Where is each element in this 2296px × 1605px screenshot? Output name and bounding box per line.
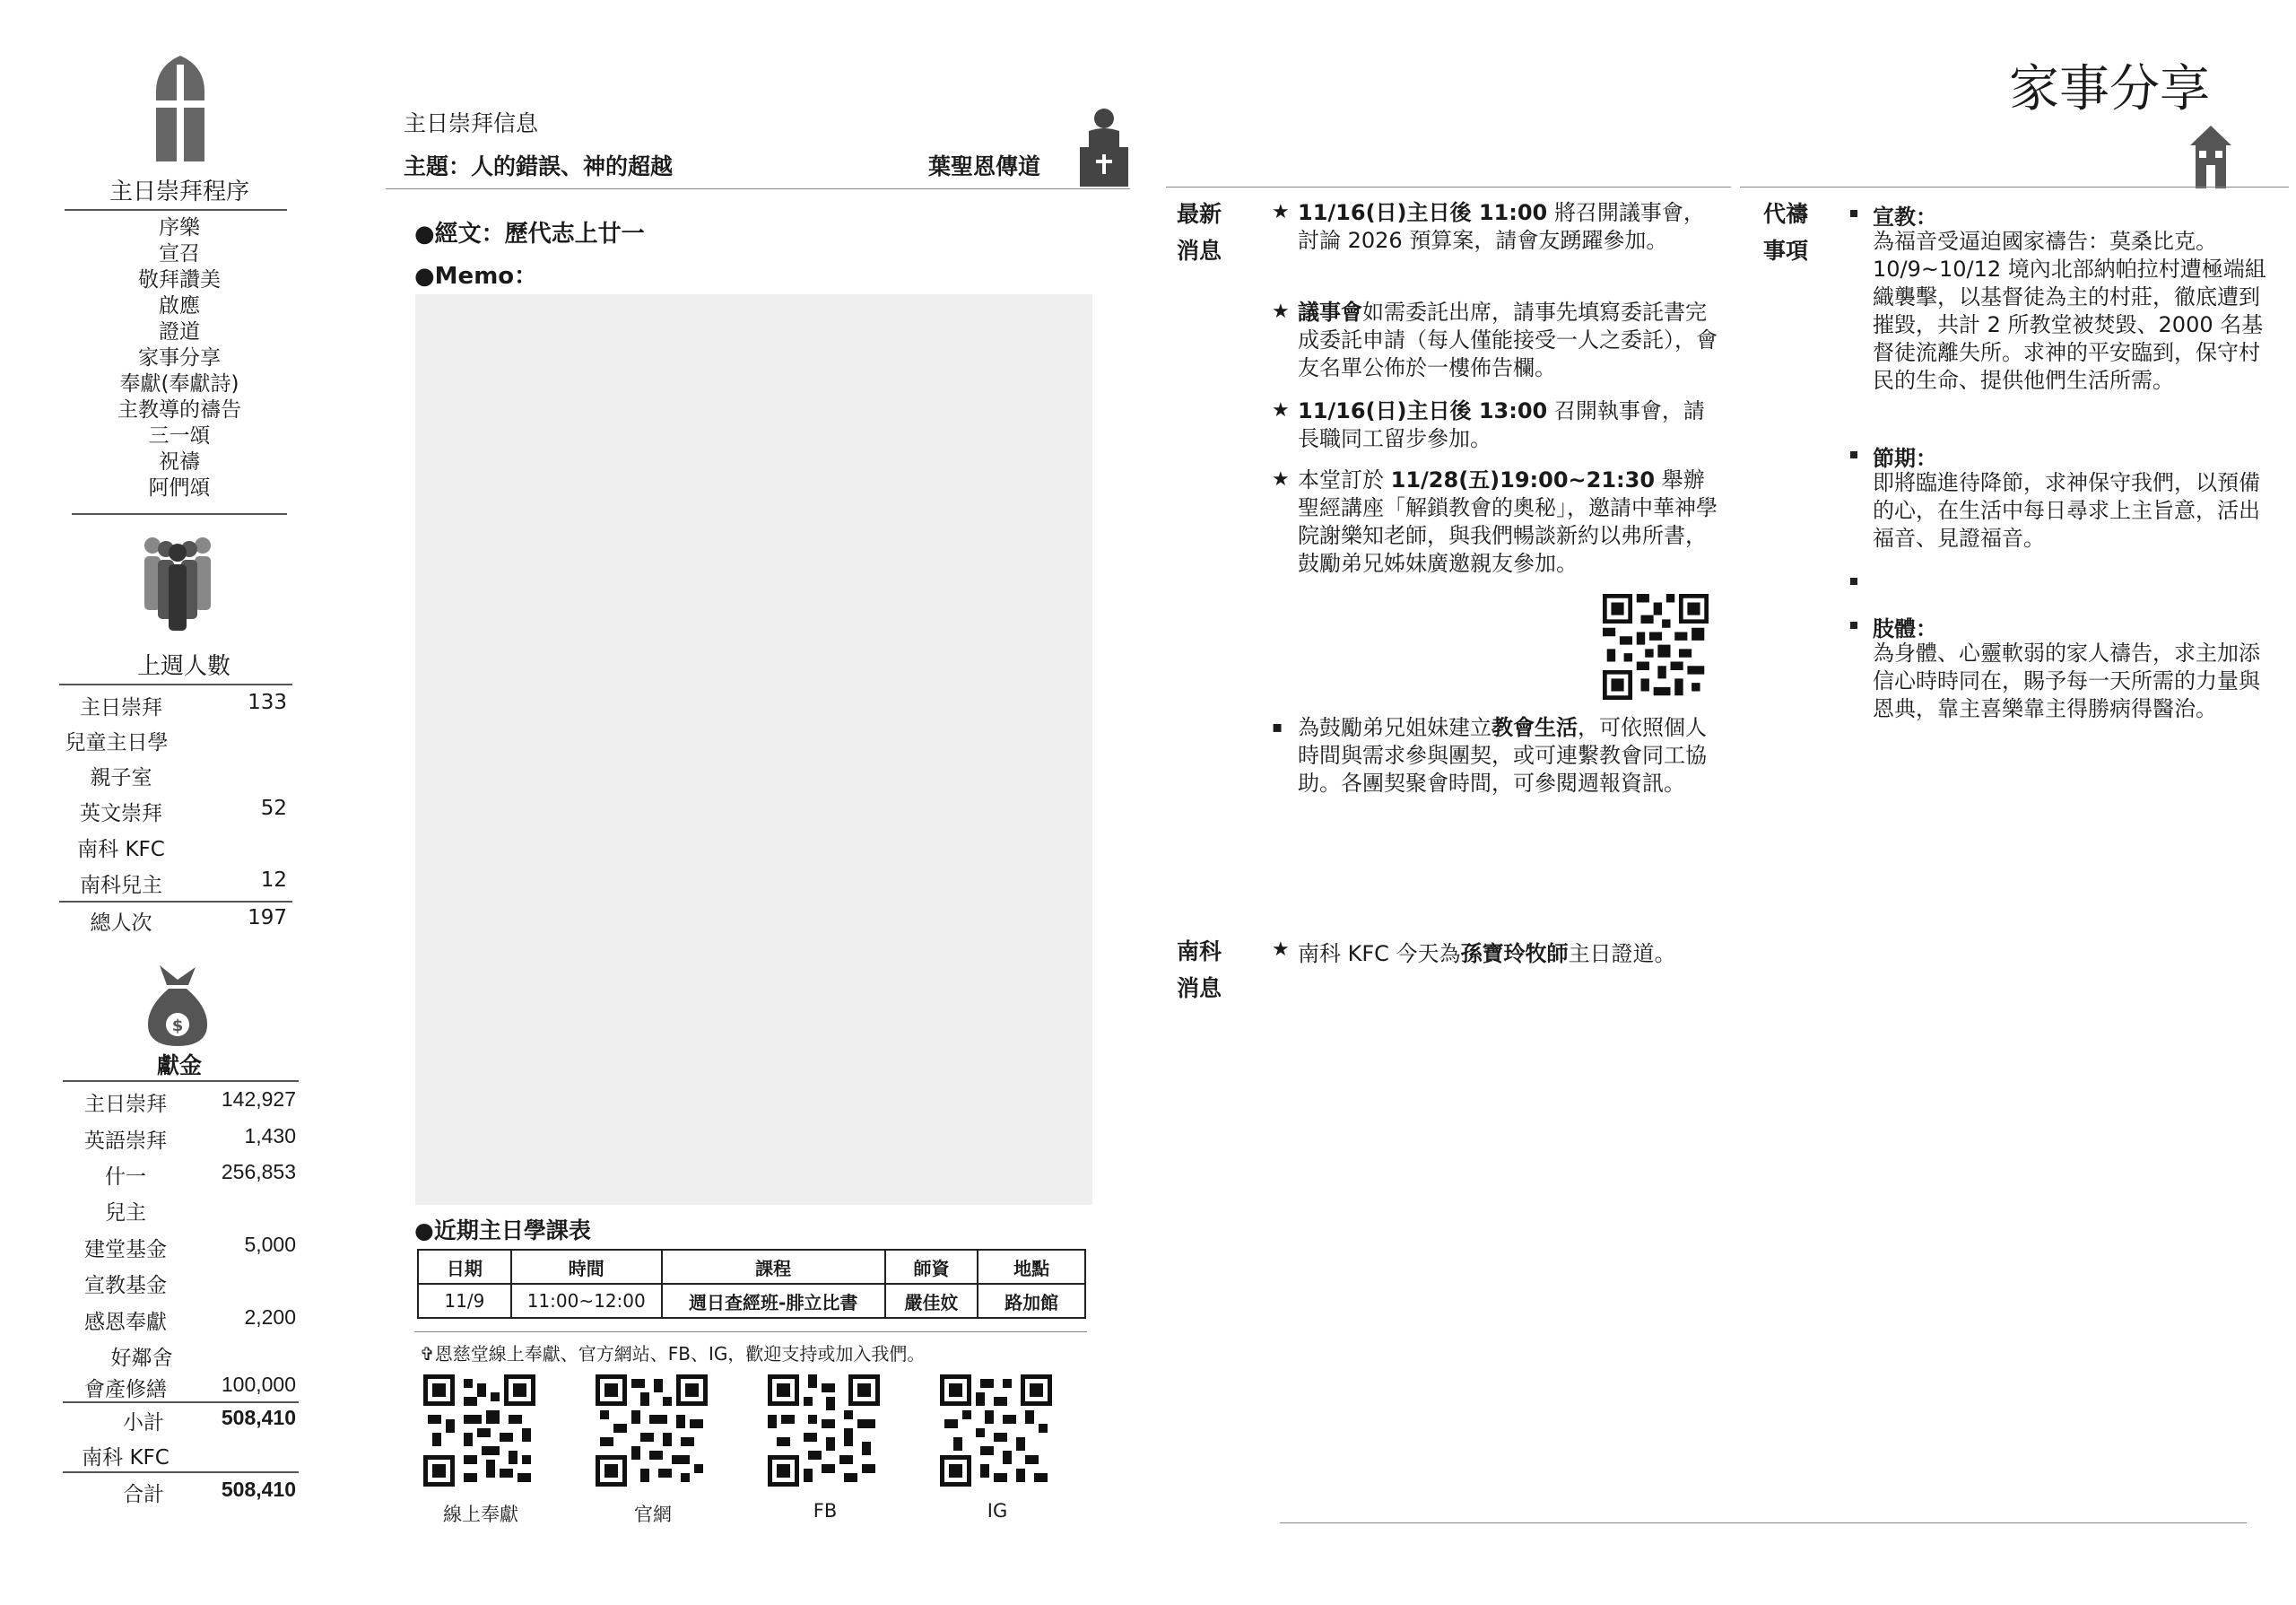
kfc-offering-label: 南科 KFC xyxy=(82,1446,170,1470)
cell-teacher: 嚴佳妏 xyxy=(885,1284,978,1318)
prayer-title-line: 代禱 xyxy=(1763,201,1809,227)
memo-area[interactable] xyxy=(415,294,1092,1205)
offering-label: 宣教基金 xyxy=(84,1274,167,1297)
total-value: 508,410 xyxy=(221,1478,296,1501)
attendance-title: 上週人數 xyxy=(136,653,230,680)
news-text: 如需委託出席，請事先填寫委託書完成委託申請（每人僅能接受一人之委託），會友名單公佈於一樓佈告欄。 xyxy=(1298,300,1718,380)
offering-label: 感恩奉獻 xyxy=(84,1311,167,1334)
nanke-title-line: 南科 xyxy=(1177,938,1222,964)
order-item: 敬拜讚美 xyxy=(138,268,221,292)
news-highlight: 11/16(日)主日後 11:00 xyxy=(1298,200,1548,225)
star-icon: ★ xyxy=(1272,399,1290,422)
star-icon: ★ xyxy=(1272,201,1290,223)
qr-code-icon[interactable] xyxy=(1603,594,1709,700)
subtotal-label: 小計 xyxy=(123,1411,164,1435)
order-item: 主教導的禱告 xyxy=(117,398,241,422)
offering-value: 100,000 xyxy=(221,1373,296,1396)
section-title: 主日崇拜信息 xyxy=(404,110,539,136)
order-title: 主日崇拜程序 xyxy=(109,179,249,205)
sermon-theme: 主題：人的錯誤、神的超越 xyxy=(404,153,674,179)
qr-label-website: 官網 xyxy=(634,1504,672,1525)
attendance-total-label: 總人次 xyxy=(90,912,152,935)
star-icon: ★ xyxy=(1272,468,1290,491)
people-icon xyxy=(142,536,213,631)
prayer-item-title: 節期： xyxy=(1873,446,1937,471)
star-icon: ★ xyxy=(1272,301,1290,323)
news-text: 舉辦聖經講座「解鎖教會的奧秘」，邀請中華神學院謝樂知老師，與我們暢談新約以弗所書，鼓勵弟兄姊妹廣邀親友參加。 xyxy=(1298,467,1718,576)
attendance-label: 南科 KFC xyxy=(77,838,165,861)
order-item: 證道 xyxy=(159,320,200,344)
cell-location: 路加館 xyxy=(978,1284,1085,1318)
square-bullet-icon xyxy=(1850,451,1857,458)
offering-title: 獻金 xyxy=(156,1052,202,1078)
offering-label: 兒主 xyxy=(105,1201,146,1225)
news-title-line: 最新 xyxy=(1177,201,1222,227)
attendance-value: 12 xyxy=(260,868,287,892)
offering-label: 建堂基金 xyxy=(84,1238,167,1261)
offering-label: 什一 xyxy=(105,1165,146,1189)
news-item xyxy=(1298,714,1719,798)
order-item: 祝禱 xyxy=(159,450,200,474)
order-item: 序樂 xyxy=(159,216,200,240)
news-item xyxy=(1298,467,1719,578)
table-header-row xyxy=(418,1250,1085,1284)
svg-text:$: $ xyxy=(171,1016,184,1035)
news-highlight: 教會生活 xyxy=(1492,715,1578,740)
offering-label: 主日崇拜 xyxy=(84,1093,167,1116)
table-row xyxy=(418,1284,1085,1318)
news-text: ，可依照個人時間與需求參與團契，或可連繫教會同工協助。各團契聚會時間，可參閱週報資訊。 xyxy=(1298,715,1707,796)
house-icon xyxy=(2190,126,2231,188)
square-bullet-icon xyxy=(1850,210,1857,217)
news-highlight: 11/28(五)19:00~21:30 xyxy=(1390,467,1656,493)
news-text: 本堂訂於 xyxy=(1298,467,1391,493)
news-text: 南科 KFC 今天為 xyxy=(1298,941,1461,966)
prayer-title-line: 事項 xyxy=(1763,238,1809,264)
news-highlight: 議事會 xyxy=(1298,300,1362,325)
prayer-item-text: 即將臨進待降節，求神保守我們，以預備的心，在生活中每日尋求上主旨意，活出福音、見證福音。 xyxy=(1873,470,2260,551)
header-location: 地點 xyxy=(978,1250,1085,1284)
nanke-news-item xyxy=(1298,936,1692,972)
star-icon: ★ xyxy=(1272,938,1290,961)
pulpit-icon xyxy=(1076,108,1132,187)
support-text: ✞恩慈堂線上奉獻、官方網站、FB、IG，歡迎支持或加入我們。 xyxy=(420,1343,926,1365)
subtotal-value: 508,410 xyxy=(221,1406,296,1429)
money-bag-icon xyxy=(144,965,212,1046)
offering-value: 2,200 xyxy=(244,1305,296,1329)
order-item: 三一頌 xyxy=(148,424,211,448)
page-title: 家事分享 xyxy=(2009,60,2210,118)
news-title-line: 消息 xyxy=(1177,238,1222,264)
header-time: 時間 xyxy=(511,1250,662,1284)
prayer-item-text: 為福音受逼迫國家禱告：莫桑比克。10/9~10/12 境內北部納帕拉村遭極端組織襲擊，以基督徒為主的村莊，徹底遭到摧毀，共計 2 所教堂被焚毀、2000 名基督徒流離失所。求神的平安臨到，保守村民的生命、提供他們生活所需。 xyxy=(1873,229,2266,393)
nanke-title-line: 消息 xyxy=(1177,975,1222,1001)
memo-label: ●Memo： xyxy=(414,263,538,290)
offering-value: 256,853 xyxy=(221,1160,296,1183)
cell-date: 11/9 xyxy=(418,1284,511,1318)
offering-label: 會產修繕 xyxy=(84,1378,167,1401)
qr-code-icon[interactable] xyxy=(423,1374,535,1487)
attendance-value: 133 xyxy=(248,691,287,714)
news-highlight: 孫寶玲牧師 xyxy=(1460,941,1569,966)
attendance-label: 兒童主日學 xyxy=(65,731,169,755)
order-item: 宣召 xyxy=(159,242,200,266)
qr-label-online-offering: 線上奉獻 xyxy=(443,1504,518,1525)
attendance-label: 親子室 xyxy=(90,766,152,789)
offering-value: 1,430 xyxy=(244,1124,296,1147)
qr-label-fb: FB xyxy=(813,1500,838,1522)
prayer-title xyxy=(1763,196,1808,269)
order-item: 啟應 xyxy=(159,294,200,318)
order-item: 奉獻(奉獻詩) xyxy=(119,372,239,396)
preacher-name: 葉聖恩傳道 xyxy=(928,153,1041,179)
news-text: 主日證道。 xyxy=(1568,941,1676,966)
qr-code-icon[interactable] xyxy=(596,1374,708,1487)
order-item: 家事分享 xyxy=(138,346,221,370)
prayer-item-text: 為身體、心靈軟弱的家人禱告，求主加添信心時時同在，賜予每一天所需的力量與恩典，靠主喜樂靠主得勝病得醫治。 xyxy=(1873,641,2260,721)
news-item xyxy=(1298,199,1719,255)
square-bullet-icon xyxy=(1850,622,1857,629)
news-text: 為鼓勵弟兄姐妹建立 xyxy=(1298,715,1492,740)
attendance-label: 南科兒主 xyxy=(80,874,162,897)
scripture-reference: ●經文：歷代志上廿一 xyxy=(414,221,645,248)
news-text: 將召開議事會，討論 2026 預算案，請會友踴躍參加。 xyxy=(1298,200,1705,253)
qr-label-ig: IG xyxy=(987,1500,1008,1522)
attendance-total-value: 197 xyxy=(248,906,287,929)
sunday-school-table xyxy=(417,1249,1086,1319)
church-window-icon xyxy=(154,56,206,161)
square-bullet-icon xyxy=(1850,578,1857,585)
cell-time: 11:00~12:00 xyxy=(511,1284,662,1318)
qr-code-icon[interactable] xyxy=(940,1374,1052,1487)
news-highlight: 11/16(日)主日後 13:00 xyxy=(1298,398,1548,423)
square-bullet-icon: ▪ xyxy=(1272,718,1283,737)
news-title xyxy=(1177,196,1222,269)
prayer-item-title: 肢體： xyxy=(1873,616,1937,641)
offering-label: 好鄰舍 xyxy=(110,1347,173,1370)
offering-label: 英語崇拜 xyxy=(84,1130,167,1153)
offering-value: 5,000 xyxy=(244,1233,296,1256)
nanke-title xyxy=(1177,933,1222,1007)
total-label: 合計 xyxy=(123,1483,164,1506)
qr-code-icon[interactable] xyxy=(768,1374,880,1487)
schedule-title: ●近期主日學課表 xyxy=(414,1217,591,1243)
attendance-value: 52 xyxy=(260,797,287,820)
attendance-label: 主日崇拜 xyxy=(80,696,162,720)
news-item xyxy=(1298,299,1719,382)
attendance-label: 英文崇拜 xyxy=(80,802,162,825)
news-text: 召開執事會，請長職同工留步參加。 xyxy=(1298,398,1705,451)
header-course: 課程 xyxy=(662,1250,885,1284)
news-item xyxy=(1298,397,1719,453)
cell-course: 週日查經班-腓立比書 xyxy=(662,1284,885,1318)
prayer-item-title: 宣教： xyxy=(1873,205,1937,230)
order-item: 阿們頌 xyxy=(148,476,211,500)
header-date: 日期 xyxy=(418,1250,511,1284)
offering-value: 142,927 xyxy=(221,1087,296,1111)
header-teacher: 師資 xyxy=(885,1250,978,1284)
